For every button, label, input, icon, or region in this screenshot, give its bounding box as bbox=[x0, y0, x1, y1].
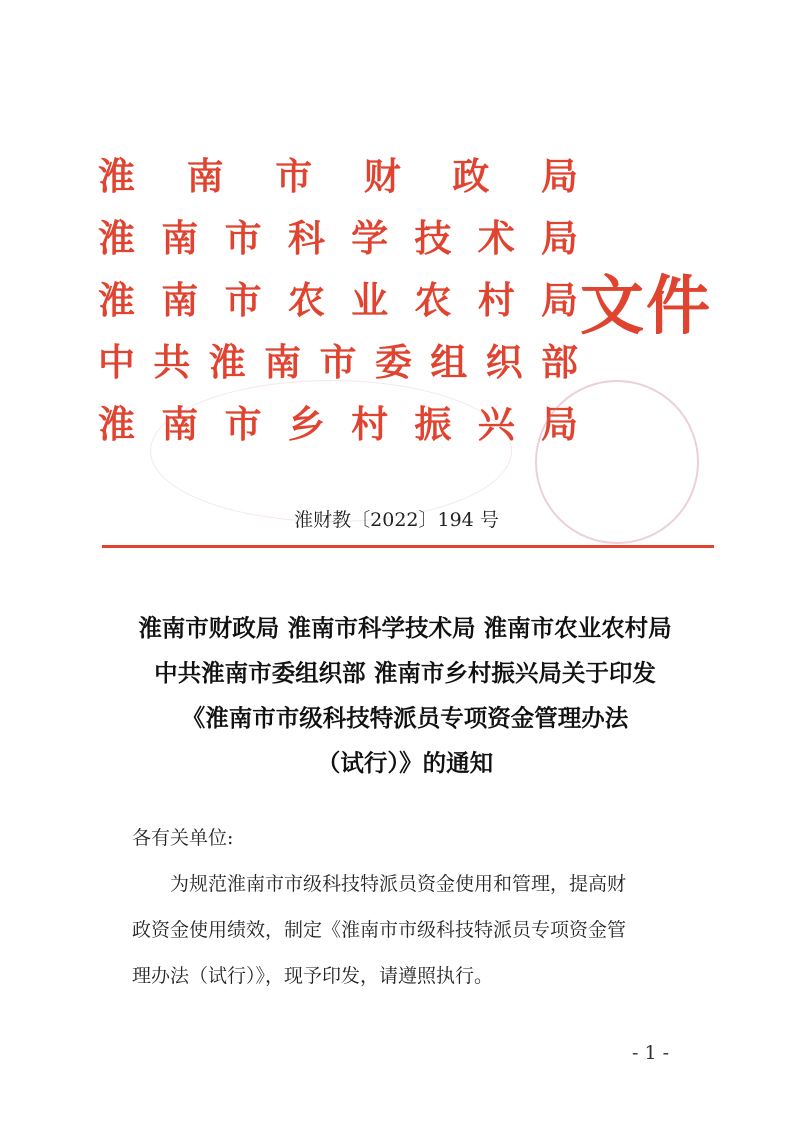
title-line: 淮南市财政局 淮南市科学技术局 淮南市农业农村局 bbox=[138, 614, 672, 642]
issuer-science-tech-bureau: 淮 南 市 科 学 技 术 局 bbox=[98, 216, 578, 260]
issuer-organization-department: 中 共 淮 南 市 委 组 织 部 bbox=[98, 340, 578, 384]
issuer-finance-bureau: 淮 南 市 财 政 局 bbox=[98, 154, 578, 198]
title-line: 中共淮南市委组织部 淮南市乡村振兴局关于印发 bbox=[154, 659, 656, 687]
issuer-rural-revitalization-bureau: 淮 南 市 乡 村 振 兴 局 bbox=[98, 402, 578, 446]
salutation: 各有关单位: bbox=[132, 827, 234, 849]
document-body bbox=[132, 815, 717, 999]
red-divider-line bbox=[102, 545, 714, 548]
body-line: 为规范淮南市市级科技特派员资金使用和管理，提高财 bbox=[170, 873, 627, 895]
faint-seal-ring bbox=[150, 380, 512, 522]
title-line: （试行）》的通知 bbox=[316, 749, 494, 777]
body-line: 理办法（试行）》，现予印发，请遵照执行。 bbox=[132, 965, 494, 987]
document-number: 淮财教〔2022〕194 号 bbox=[294, 509, 499, 531]
page-number: - 1 - bbox=[632, 1042, 670, 1064]
issuer-agriculture-bureau: 淮 南 市 农 业 农 村 局 bbox=[98, 278, 578, 322]
document-type-label: 文件 bbox=[580, 269, 712, 344]
document-title bbox=[110, 606, 700, 786]
title-line: 《淮南市市级科技特派员专项资金管理办法 bbox=[181, 704, 629, 732]
body-line: 政资金使用绩效，制定《淮南市市级科技特派员专项资金管 bbox=[132, 919, 627, 941]
